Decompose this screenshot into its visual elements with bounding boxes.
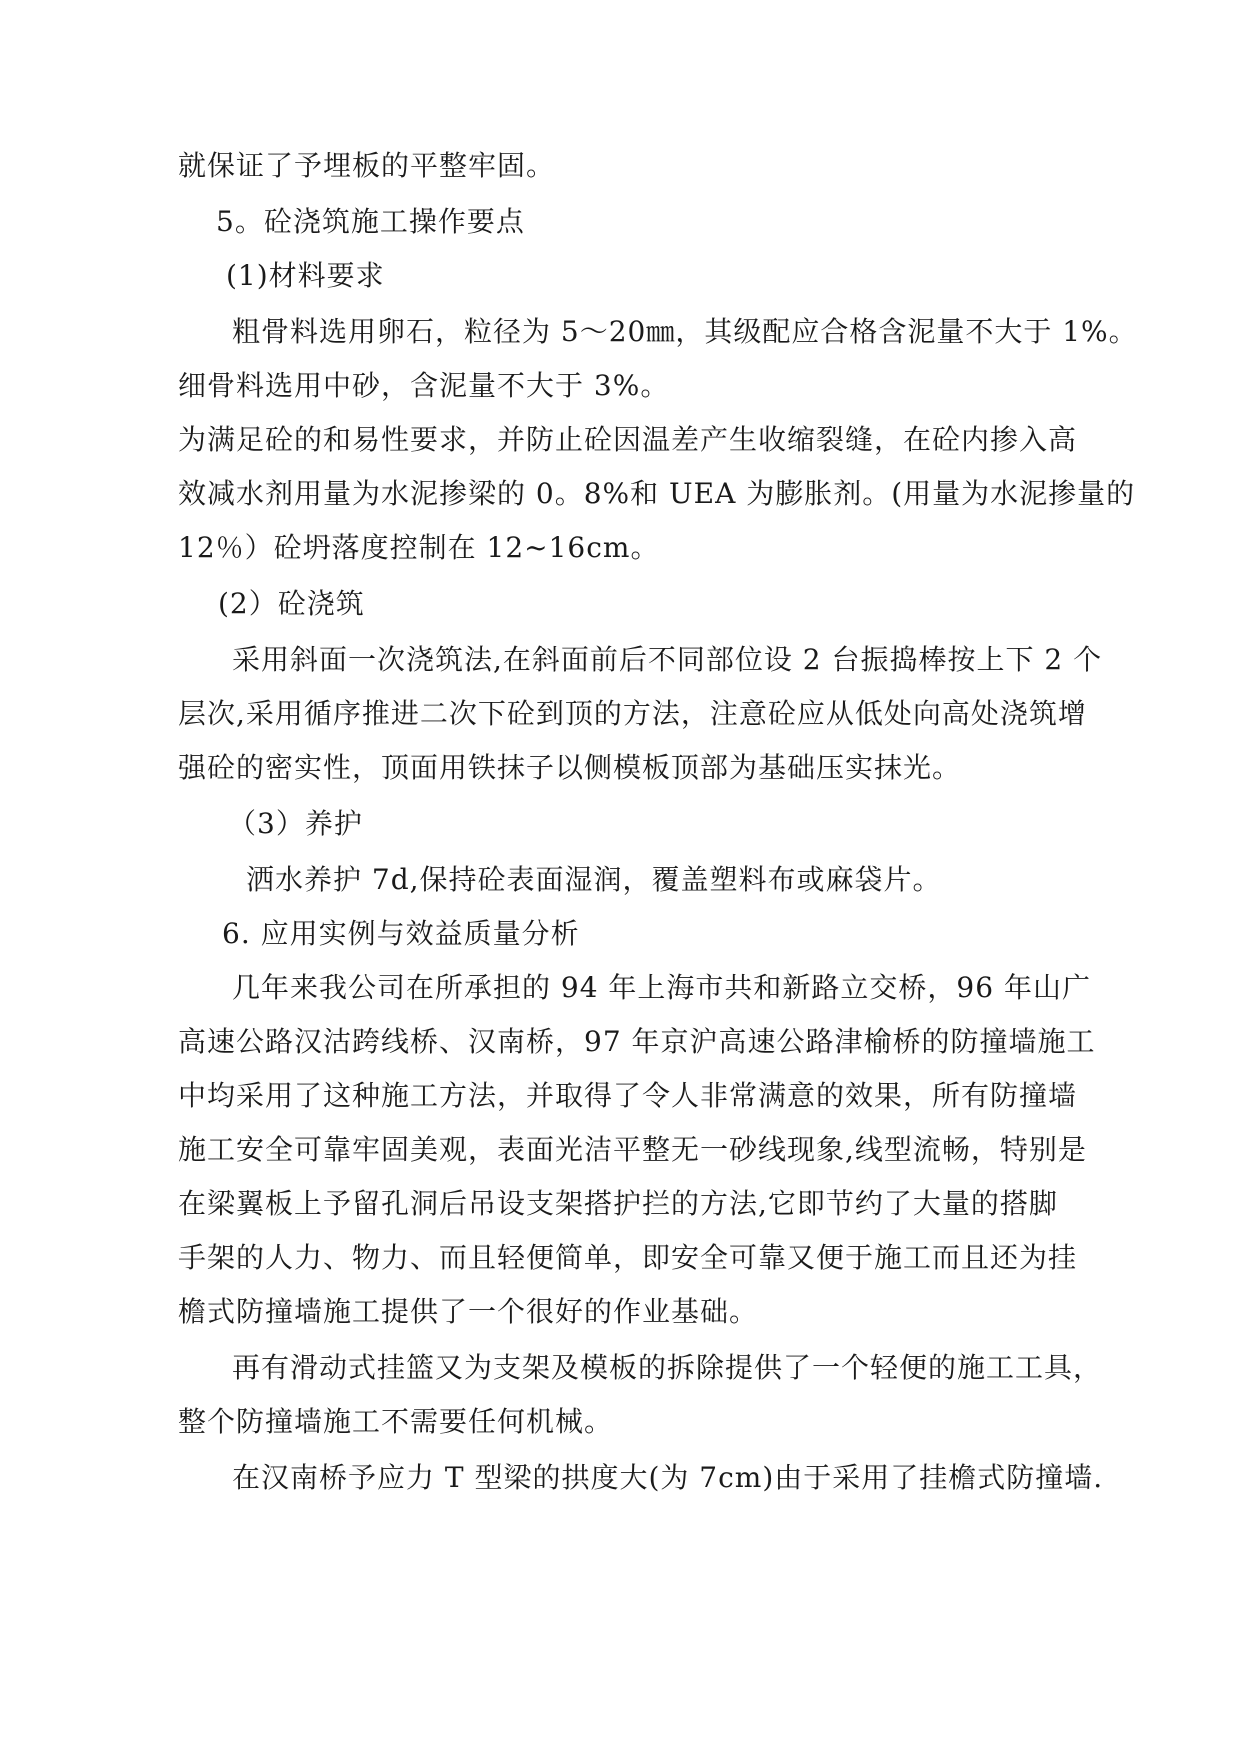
subheading-materials: (1)材料要求 [226,259,385,292]
text-line-7: 效减水剂用量为水泥掺梁的 0。8%和 UEA 为膨胀剂。(用量为水泥掺量的 [178,477,1136,510]
text-line-8: 12％）砼坍落度控制在 12~16cm。 [178,531,660,564]
text-line-14: 洒水养护 7d,保持砼表面湿润，覆盖塑料布或麻袋片。 [246,863,942,896]
text-line-1: 就保证了予埋板的平整牢固。 [178,149,556,182]
text-line-19: 施工安全可靠牢固美观，表面光洁平整无一砂线现象,线型流畅，特别是 [178,1133,1087,1166]
text-line-10: 采用斜面一次浇筑法,在斜面前后不同部位设 2 台振捣棒按上下 2 个 [232,643,1103,676]
text-line-21: 手架的人力、物力、而且轻便简单，即安全可靠又便于施工而且还为挂 [178,1241,1078,1274]
text-line-23: 再有滑动式挂篮又为支架及模板的拆除提供了一个轻便的施工工具， [232,1351,1103,1384]
text-line-22: 檐式防撞墙施工提供了一个很好的作业基础。 [178,1295,759,1328]
section-heading-5: 5。砼浇筑施工操作要点 [216,205,525,238]
subheading-curing: （3）养护 [228,807,363,840]
text-line-24: 整个防撞墙施工不需要任何机械。 [178,1405,614,1438]
text-line-20: 在梁翼板上予留孔洞后吊设支架搭护拦的方法,它即节约了大量的搭脚 [178,1187,1058,1220]
text-line-18: 中均采用了这种施工方法，并取得了令人非常满意的效果，所有防撞墙 [178,1079,1078,1112]
text-line-11: 层次,采用循序推进二次下砼到顶的方法，注意砼应从低处向高处浇筑增 [178,697,1087,730]
text-line-4: 粗骨料选用卵石，粒径为 5～20㎜，其级配应合格含泥量不大于 1%。 [232,315,1138,348]
text-line-6: 为满足砼的和易性要求，并防止砼因温差产生收缩裂缝，在砼内掺入高 [178,423,1078,456]
subheading-pouring: (2）砼浇筑 [218,587,365,620]
text-line-12: 强砼的密实性，顶面用铁抹子以侧模板顶部为基础压实抹光。 [178,751,962,784]
text-line-5: 细骨料选用中砂，含泥量不大于 3%。 [178,369,670,402]
text-line-25: 在汉南桥予应力 T 型梁的拱度大(为 7cm)由于采用了挂檐式防撞墙. [232,1461,1104,1494]
text-line-17: 高速公路汉沽跨线桥、汉南桥，97 年京沪高速公路津榆桥的防撞墙施工 [178,1025,1096,1058]
text-line-16: 几年来我公司在所承担的 94 年上海市共和新路立交桥，96 年山广 [232,971,1091,1004]
section-heading-6: 6. 应用实例与效益质量分析 [222,917,580,950]
